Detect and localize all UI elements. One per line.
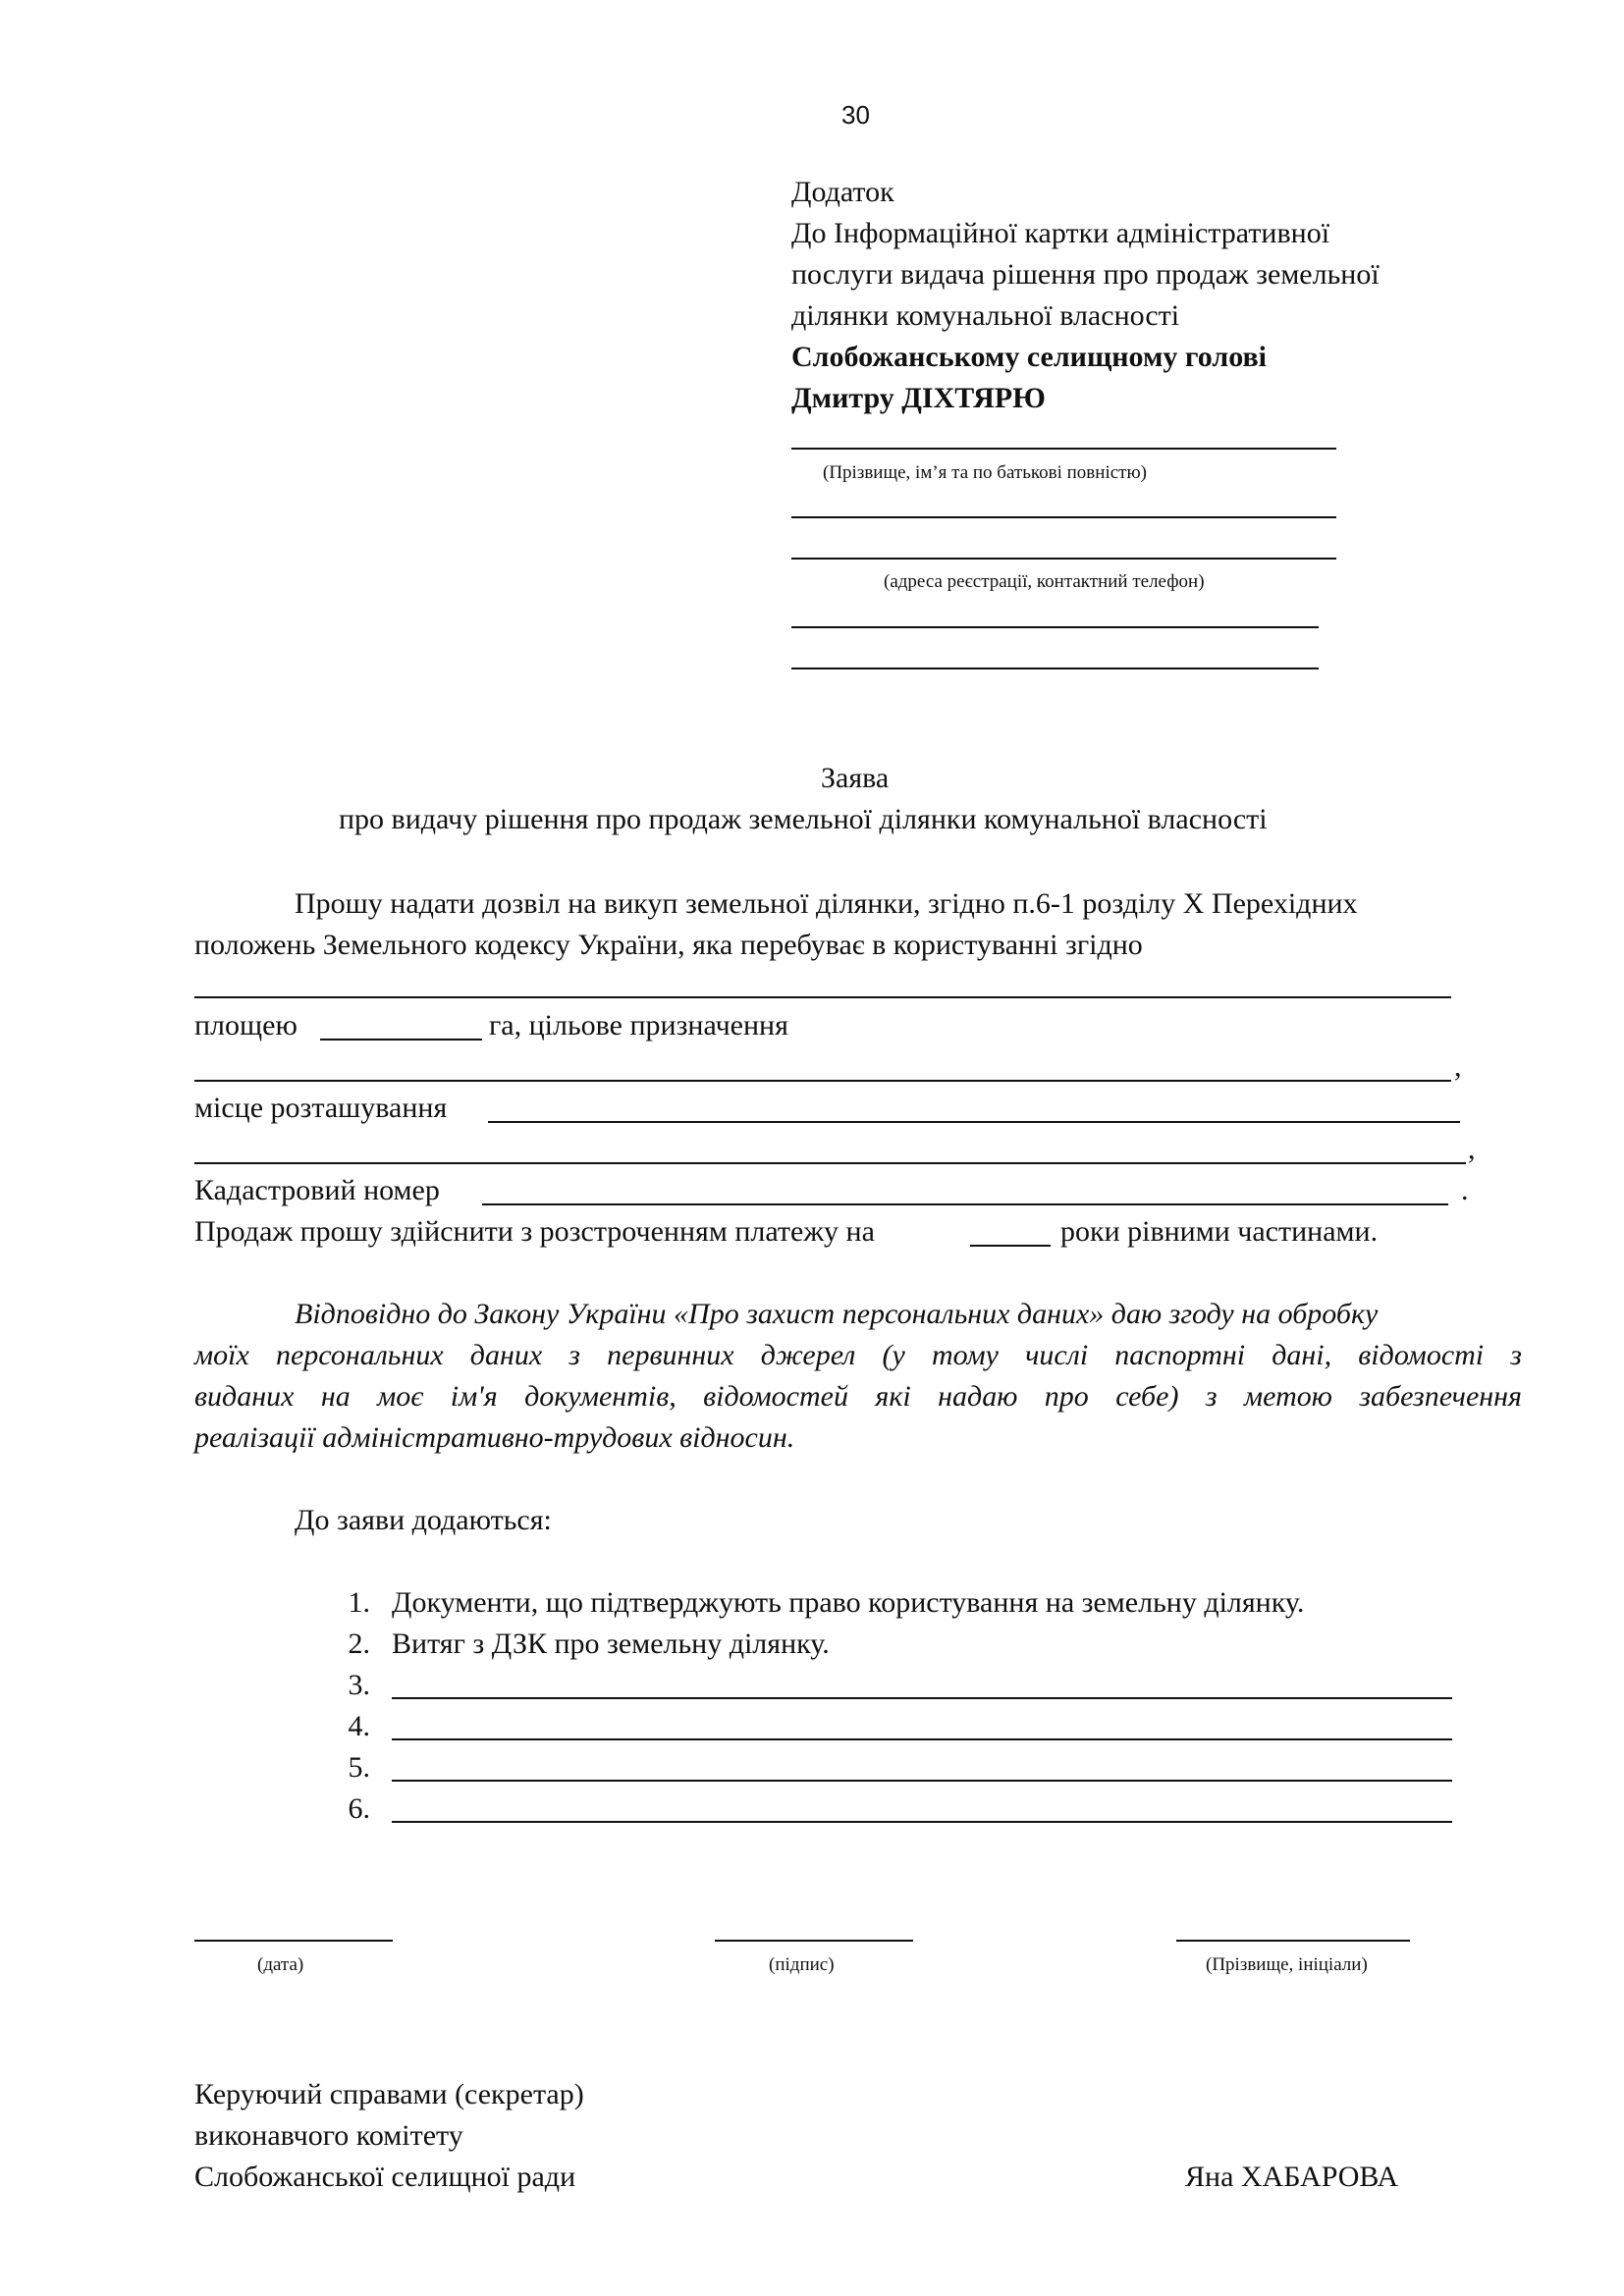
list-item-number: 2. — [348, 1628, 370, 1660]
installment-years-field[interactable] — [970, 1245, 1051, 1247]
list-item-text: Витяг з ДЗК про земельну ділянку. — [392, 1628, 830, 1660]
location-field[interactable] — [488, 1121, 1460, 1123]
attachments-label: До заяви додаються: — [295, 1504, 552, 1536]
page-number: 30 — [841, 100, 870, 130]
cadastral-number-field[interactable] — [482, 1203, 1448, 1205]
date-caption: (дата) — [257, 1954, 304, 1975]
signature-caption: (підпис) — [769, 1954, 835, 1975]
usage-basis-line[interactable] — [194, 996, 1451, 998]
cadastral-period: . — [1461, 1174, 1469, 1206]
surname-initials-caption: (Прізвище, ініціали) — [1206, 1954, 1368, 1975]
document-title: Заява — [821, 762, 890, 794]
purpose-field[interactable] — [194, 1080, 1451, 1082]
applicant-address-caption: (адреса реєстрації, контактний телефон) — [884, 571, 1205, 592]
list-item-blank-line[interactable] — [392, 1780, 1452, 1782]
request-text-line-2: положень Земельного кодексу України, яка перебуває в користуванні згідно — [194, 929, 1143, 961]
list-item-number: 5. — [348, 1751, 370, 1784]
applicant-name-line-2[interactable] — [791, 516, 1336, 518]
location-field-2[interactable] — [194, 1162, 1466, 1164]
document-subtitle: про видачу рішення про продаж земельної ділянки комунальної власності — [339, 803, 1268, 835]
addressee-name: Дмитру ДІХТЯРЮ — [791, 382, 1046, 414]
appendix-line-4: ділянки комунальної власності — [791, 299, 1180, 332]
list-item-number: 4. — [348, 1710, 370, 1742]
consent-line-4: реалізації адміністративно-трудових відносин. — [194, 1421, 795, 1454]
date-field[interactable] — [194, 1940, 393, 1942]
consent-line-2: моїх персональних даних з первинних джерел (у тому числі паспортні дані, відомості з — [194, 1339, 1522, 1371]
applicant-name-line[interactable] — [791, 448, 1336, 450]
list-item-blank-line[interactable] — [392, 1697, 1452, 1699]
appendix-line-2: До Інформаційної картки адміністративної — [791, 217, 1330, 249]
list-item-number: 6. — [348, 1792, 370, 1825]
list-item-number: 3. — [348, 1669, 370, 1701]
consent-line-1: Відповідно до Закону України «Про захист персональних даних» даю згоду на обробку — [295, 1298, 1379, 1330]
location-label: місце розташування — [194, 1092, 448, 1124]
location-comma: , — [1468, 1133, 1476, 1165]
footer-position-line-1: Керуючий справами (секретар) — [194, 2078, 584, 2110]
footer-position-line-2: виконавчого комітету — [194, 2119, 463, 2152]
purpose-comma: , — [1454, 1050, 1462, 1083]
applicant-address-line[interactable] — [791, 558, 1336, 560]
footer-signer-name: Яна ХАБАРОВА — [1185, 2161, 1399, 2193]
area-field[interactable] — [320, 1039, 482, 1041]
request-text-line-1: Прошу надати дозвіл на викуп земельної ділянки, згідно п.6-1 розділу Х Перехідних — [295, 887, 1358, 920]
installment-text-end: роки рівними частинами. — [1060, 1215, 1379, 1248]
applicant-address-line-2[interactable] — [791, 626, 1319, 628]
appendix-label: Додаток — [791, 176, 894, 208]
addressee-title: Слобожанському селищному голові — [791, 341, 1268, 373]
list-item-number: 1. — [348, 1586, 370, 1619]
footer-position-line-3: Слобожанської селищної ради — [194, 2161, 576, 2193]
signature-field[interactable] — [715, 1940, 913, 1942]
area-label: площею — [194, 1009, 298, 1041]
installment-text: Продаж прошу здійснити з розстроченням платежу на — [194, 1215, 875, 1248]
consent-line-3: виданих на моє ім'я документів, відомостей які надаю про себе) з метою забезпечення — [194, 1380, 1522, 1413]
list-item-blank-line[interactable] — [392, 1738, 1452, 1740]
appendix-line-3: послуги видача рішення про продаж земельної — [791, 258, 1380, 291]
cadastral-label: Кадастровий номер — [194, 1174, 440, 1206]
list-item-text: Документи, що підтверджують право користування на земельну ділянку. — [392, 1586, 1305, 1619]
surname-initials-field[interactable] — [1176, 1940, 1410, 1942]
area-unit-label: га, цільове призначення — [489, 1009, 788, 1041]
list-item-blank-line[interactable] — [392, 1821, 1452, 1823]
applicant-phone-line[interactable] — [791, 667, 1319, 669]
applicant-name-caption: (Прізвище, ім’я та по батькові повністю) — [823, 462, 1147, 483]
